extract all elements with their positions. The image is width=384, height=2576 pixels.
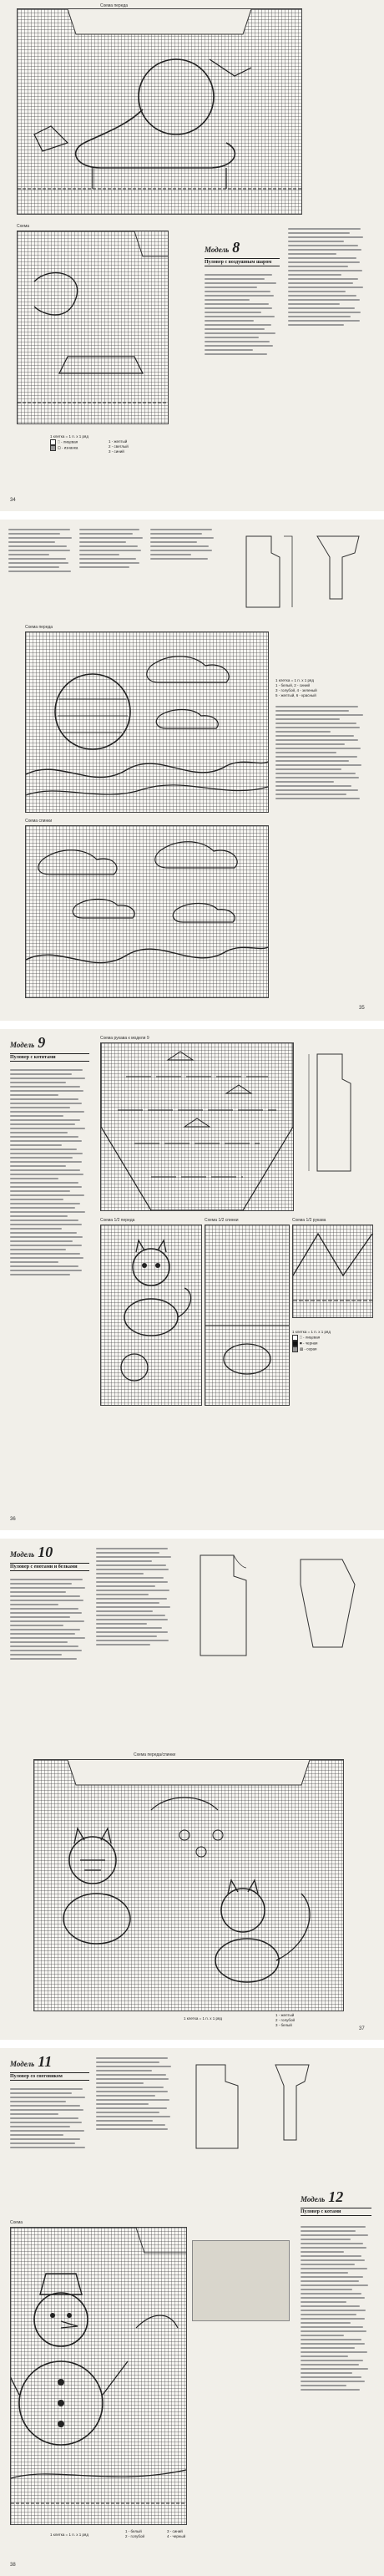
model-heading: Модель 11 Пуловер со снеговиком — [10, 2055, 89, 2081]
chart-title: Схема рукава к модели 9 — [100, 1036, 149, 1041]
page-gap — [0, 1530, 384, 1539]
model-heading: Модель 10 Пуловер с енотами и белками — [10, 1545, 89, 1571]
chart-title: Схема переда — [25, 625, 53, 630]
page-number: 35 — [359, 1006, 365, 1011]
instructions-column — [10, 2086, 89, 2211]
instructions-column — [275, 703, 367, 895]
color-legend: 1 - желтый 2 - голубой 3 - белый — [275, 2013, 295, 2027]
chart-title: Схема — [17, 224, 30, 229]
instructions-column — [10, 1576, 89, 1743]
instructions-column — [96, 1545, 175, 1746]
pullover-pattern-diagram — [301, 1046, 367, 1179]
instructions-column — [10, 1067, 89, 1501]
page-number: 38 — [10, 2563, 16, 2568]
knitting-chart — [33, 1759, 344, 2011]
chart-legend: 1 клетка = 1 п. х 1 ряд □ - лицевая ■ - черная ▨ - серая — [292, 1330, 331, 1351]
page-gap — [0, 2040, 384, 2048]
sweater-photo — [192, 2240, 290, 2321]
magazine-page — [0, 0, 384, 511]
chart-legend: 1 клетка = 1 п. х 1 ряд — [184, 2016, 222, 2021]
magazine-page — [0, 520, 384, 1021]
magazine-page — [0, 1029, 384, 1530]
color-legend: 3 - синий 4 - черный — [167, 2529, 186, 2538]
knitting-chart — [25, 825, 269, 998]
instructions-column — [301, 2224, 371, 2558]
model-heading: Модель 9 Пуловер с котятами — [10, 1036, 89, 1062]
knitting-chart — [10, 2227, 187, 2525]
color-legend: 1 - желтый 2 - светлый 3 - синий — [109, 439, 129, 454]
page-number: 36 — [10, 1517, 16, 1522]
knitting-chart — [205, 1225, 290, 1406]
magazine-page — [0, 2048, 384, 2576]
knitting-chart — [292, 1225, 373, 1318]
front-back-pattern-diagram — [184, 1547, 275, 1664]
instructions-column — [288, 226, 367, 459]
page-number: 34 — [10, 498, 16, 503]
page-gap — [0, 511, 384, 520]
model-heading: Модель 8 Пуловер с воздушным шаром — [205, 241, 280, 266]
knitting-chart — [100, 1042, 294, 1211]
chart-title: Схема переда — [100, 3, 129, 8]
chart-title: Схема — [10, 2220, 23, 2225]
chart-legend: 1 клетка = 1 п. х 1 ряд □ - лицевая ⊡ - изнанка — [50, 434, 88, 450]
chart-title: Схема 1/2 переда — [100, 1218, 135, 1223]
page-number: 37 — [359, 2026, 365, 2031]
chart-title: Схема 1/2 спинки — [205, 1218, 239, 1223]
chart-title: Схема 1/2 рукава — [292, 1218, 326, 1223]
instructions-column — [205, 271, 280, 464]
instructions-column — [150, 526, 217, 618]
page-gap — [0, 1021, 384, 1029]
sleeve-pattern-diagram — [309, 528, 367, 603]
sleeve-pattern-diagram — [230, 528, 296, 611]
pullover-pattern-diagram — [179, 2056, 263, 2157]
knitting-chart — [17, 8, 302, 215]
sleeve-pattern-diagram — [267, 2056, 317, 2148]
color-legend: 1 - белый 2 - голубой — [125, 2529, 144, 2538]
chart-title: Схема переда/спинки — [134, 1752, 176, 1757]
instructions-column — [79, 526, 146, 618]
knitting-chart — [100, 1225, 202, 1406]
chart-title: Схема спинки — [25, 819, 53, 824]
knitting-chart — [25, 631, 269, 813]
instructions-column — [8, 526, 75, 618]
instructions-column — [96, 2055, 175, 2213]
magazine-page — [0, 1539, 384, 2040]
knitting-chart — [17, 231, 169, 424]
chart-legend: 1 клетка = 1 п. х 1 ряд — [50, 2533, 88, 2537]
chart-legend: 1 клетка = 1 п. х 1 ряд 1 - белый, 2 - синий 3 - голубой, 4 - зеленый 5 - желтый, 6 - красный — [275, 678, 317, 697]
sleeve-pattern-diagram — [284, 1547, 367, 1664]
model-heading: Модель 12 Пуловер с котами — [301, 2190, 371, 2216]
